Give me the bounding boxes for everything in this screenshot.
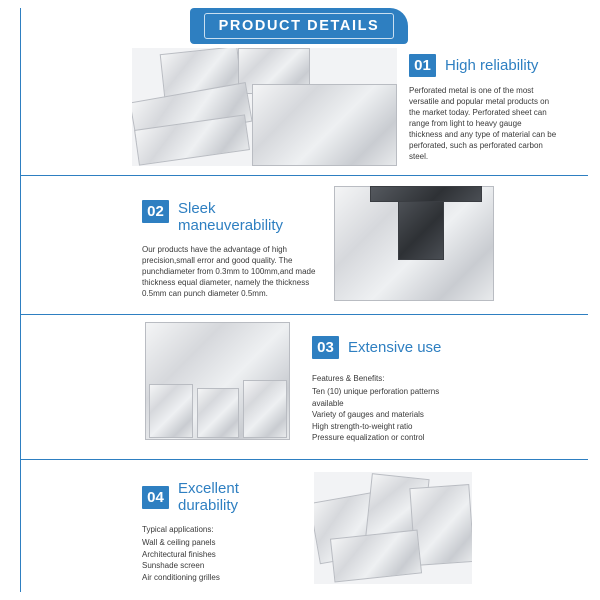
- section-04-heading: [142, 480, 302, 514]
- section-02-number: 02: [142, 200, 169, 223]
- list-item: Variety of gauges and materials: [312, 410, 424, 419]
- list-item: Architectural finishes: [142, 549, 216, 559]
- section-04-body: [142, 524, 302, 535]
- section-03-bullets: [312, 386, 465, 444]
- perforated-sheet-sample: [252, 84, 397, 166]
- divider-3: [20, 459, 588, 460]
- section-02-heading: [142, 200, 320, 234]
- list-item: Pressure equalization or control: [312, 433, 425, 442]
- caliper-scale: [370, 186, 482, 202]
- section-01-paragraph: Perforated metal is one of the most versatile and popular metal products on the market today. Perforated sheet can range from light to heavy gauge thickness and any type of material can be perforated, such as perforated carbon steel.: [409, 86, 557, 161]
- section-01-body: [409, 85, 557, 162]
- section-04-title: Excellent durability: [178, 480, 239, 514]
- section-02-paragraph: Our products have the advantage of high precision,small error and good quality. The punchdiameter from 0.3mm to 100mm,and made thickness equal diameter, namely the thickness 0.5mm can punch diameter 0.5mm.: [142, 245, 316, 298]
- section-02-content: [20, 186, 330, 308]
- section-01-content: [397, 48, 557, 168]
- divider-2: [20, 314, 588, 315]
- section-04-bullets: [142, 537, 302, 583]
- section-03-image: [145, 322, 290, 440]
- section-01-title: High reliability: [445, 57, 539, 74]
- list-item: Ten (10) unique perforation patterns available: [312, 387, 440, 408]
- section-02-title: Sleek maneuverability: [178, 200, 284, 234]
- section-03-title: Extensive use: [348, 339, 442, 356]
- section-04-paragraph: Typical applications:: [142, 525, 214, 534]
- perforated-sheet-sample: [330, 530, 422, 583]
- section-02-image: [334, 186, 494, 301]
- perforated-sheet-sample: [197, 388, 239, 438]
- list-item: Wall & ceiling panels: [142, 538, 216, 547]
- list-item: Sunshade screen: [142, 561, 205, 570]
- section-02: [20, 186, 588, 308]
- divider-1: [20, 175, 588, 176]
- section-01: [20, 48, 588, 168]
- section-03: [20, 322, 588, 452]
- product-details-banner: [190, 8, 408, 44]
- section-02-body: [142, 244, 320, 299]
- section-04-number: 04: [142, 486, 169, 509]
- section-01-image: [132, 48, 397, 166]
- section-01-number: 01: [409, 54, 436, 77]
- perforated-sheet-sample: [149, 384, 193, 438]
- section-03-heading: [312, 336, 465, 359]
- section-04-content: [20, 472, 310, 592]
- section-04: [20, 472, 588, 592]
- section-01-heading: [409, 54, 557, 77]
- section-04-image: [314, 472, 472, 584]
- section-03-body: [312, 373, 465, 384]
- section-03-paragraph: Features & Benefits:: [312, 374, 385, 383]
- section-03-number: 03: [312, 336, 339, 359]
- perforated-sheet-sample: [243, 380, 287, 438]
- list-item: High strength-to-weight ratio: [312, 421, 413, 431]
- banner-title: PRODUCT DETAILS: [204, 13, 395, 39]
- section-03-content: [290, 322, 465, 452]
- list-item: Air conditioning grilles: [142, 572, 220, 582]
